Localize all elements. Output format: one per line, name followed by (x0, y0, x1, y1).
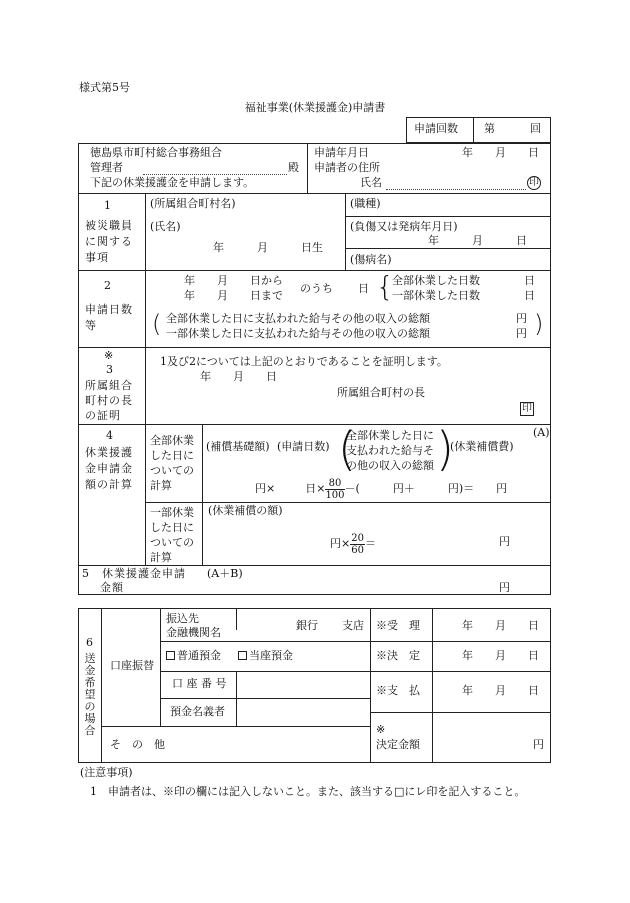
applicant-address-label[interactable]: 申請者の住所 (314, 161, 380, 174)
period-from[interactable]: 年 月 日から (184, 274, 283, 287)
income-full-days: 全部休業した日に支払われた給与その他の収入の総額 (166, 312, 430, 325)
checkbox-icon (238, 651, 247, 660)
decided-amount-label: 決定金額 (376, 738, 420, 751)
section4-title: 休業援護 金申請金 額の計算 (85, 446, 133, 491)
checkbox-icon (166, 651, 175, 660)
section2-title: 申請日数 等 (85, 303, 133, 332)
birth-date[interactable]: 年 月 日生 (213, 241, 323, 254)
application-count-label: 申請回数 (414, 122, 458, 135)
branch-field[interactable]: 支店 (342, 619, 364, 632)
application-date-label: 申請年月日 (314, 146, 369, 159)
certification-text: 1及び2については上記のとおりであることを証明します。 (160, 355, 448, 368)
form-title: 福祉事業(休業援護金)申請書 (244, 101, 386, 114)
partial-leave-days: 一部休業した日数 (392, 289, 480, 302)
injury-date-value[interactable]: 年 月 日 (428, 234, 527, 247)
section5-title: 5 休業援護金申請 (82, 567, 186, 580)
received-label: ※受 理 (376, 619, 420, 632)
notes-heading: (注意事項) (80, 766, 133, 779)
full-leave-formula: 円× 日× $\frac{80}{100}$ －( 円＋ 円)＝ 円 (255, 477, 508, 501)
section3-title: 所属組合 町村の長 の証明 (85, 379, 133, 422)
bank-name-label: 振込先 金融機関名 (166, 612, 221, 639)
decided-label: ※決 定 (376, 649, 420, 662)
applicant-name-line[interactable] (386, 189, 526, 190)
certification-date[interactable]: 年 月 日 (200, 370, 277, 383)
income-column-header: 全部休業した日に 支払われた給与そ の他の収入の総額 (346, 429, 434, 472)
application-date-value[interactable]: 年 月 日 (462, 146, 539, 159)
applicant-name-label: 氏名 (360, 176, 382, 189)
account-number-label: 口 座 番 号 (172, 677, 227, 690)
job-field[interactable]: (職種) (350, 197, 381, 210)
notes-item: 1 申請者は、※印の欄には記入しないこと。また、該当する□にレ印を記入すること。 (90, 785, 526, 798)
partial-leave-calc-label: 一部休業 した日に ついての 計算 (150, 506, 194, 564)
employee-name-field[interactable]: (氏名) (150, 220, 181, 233)
certifier-seal: 印 (522, 403, 532, 414)
remittance-title-vertical: 送金希望の場合 (84, 652, 96, 737)
compensation-amount-label: (休業補償の額) (208, 504, 283, 517)
bank-field[interactable]: 銀行 (296, 619, 318, 632)
form-number: 様式第5号 (79, 81, 130, 94)
brace: { (376, 270, 394, 303)
period-to[interactable]: 年 月 日まで (184, 289, 283, 302)
certifier-title: 所属組合町村の長 (337, 386, 425, 399)
org-name-field[interactable]: (所属組合町村名) (150, 197, 236, 210)
partial-leave-formula: 円× $\frac{20}{60}$ ＝ (330, 532, 376, 556)
full-leave-calc-label: 全部休業 した日に ついての 計算 (150, 434, 194, 492)
paid-label: ※支 払 (376, 684, 420, 697)
bank-transfer-label: 口座振替 (110, 659, 154, 672)
full-leave-days: 全部休業した日数 (392, 274, 480, 287)
disease-field[interactable]: (傷病名) (350, 253, 392, 266)
request-statement: 下記の休業援護金を申請します。 (90, 176, 255, 189)
income-partial-days: 一部休業した日に支払われた給与その他の収入の総額 (166, 327, 430, 340)
savings-checkbox[interactable]: 普通預金 (166, 650, 221, 663)
injury-date-label: (負傷又は発病年月日) (350, 220, 458, 233)
main-form-table (78, 143, 551, 595)
section1-title: 被災職員 に関する 事項 (85, 219, 133, 264)
addressee: 徳島県市町村総合事務組合 (90, 146, 222, 159)
seal-mark: 印 (529, 177, 539, 188)
account-holder-label: 預金名義者 (170, 705, 225, 718)
checking-checkbox[interactable]: 当座預金 (238, 650, 293, 663)
other-label: そ の 他 (110, 738, 165, 751)
manager-name-line[interactable] (143, 174, 287, 175)
